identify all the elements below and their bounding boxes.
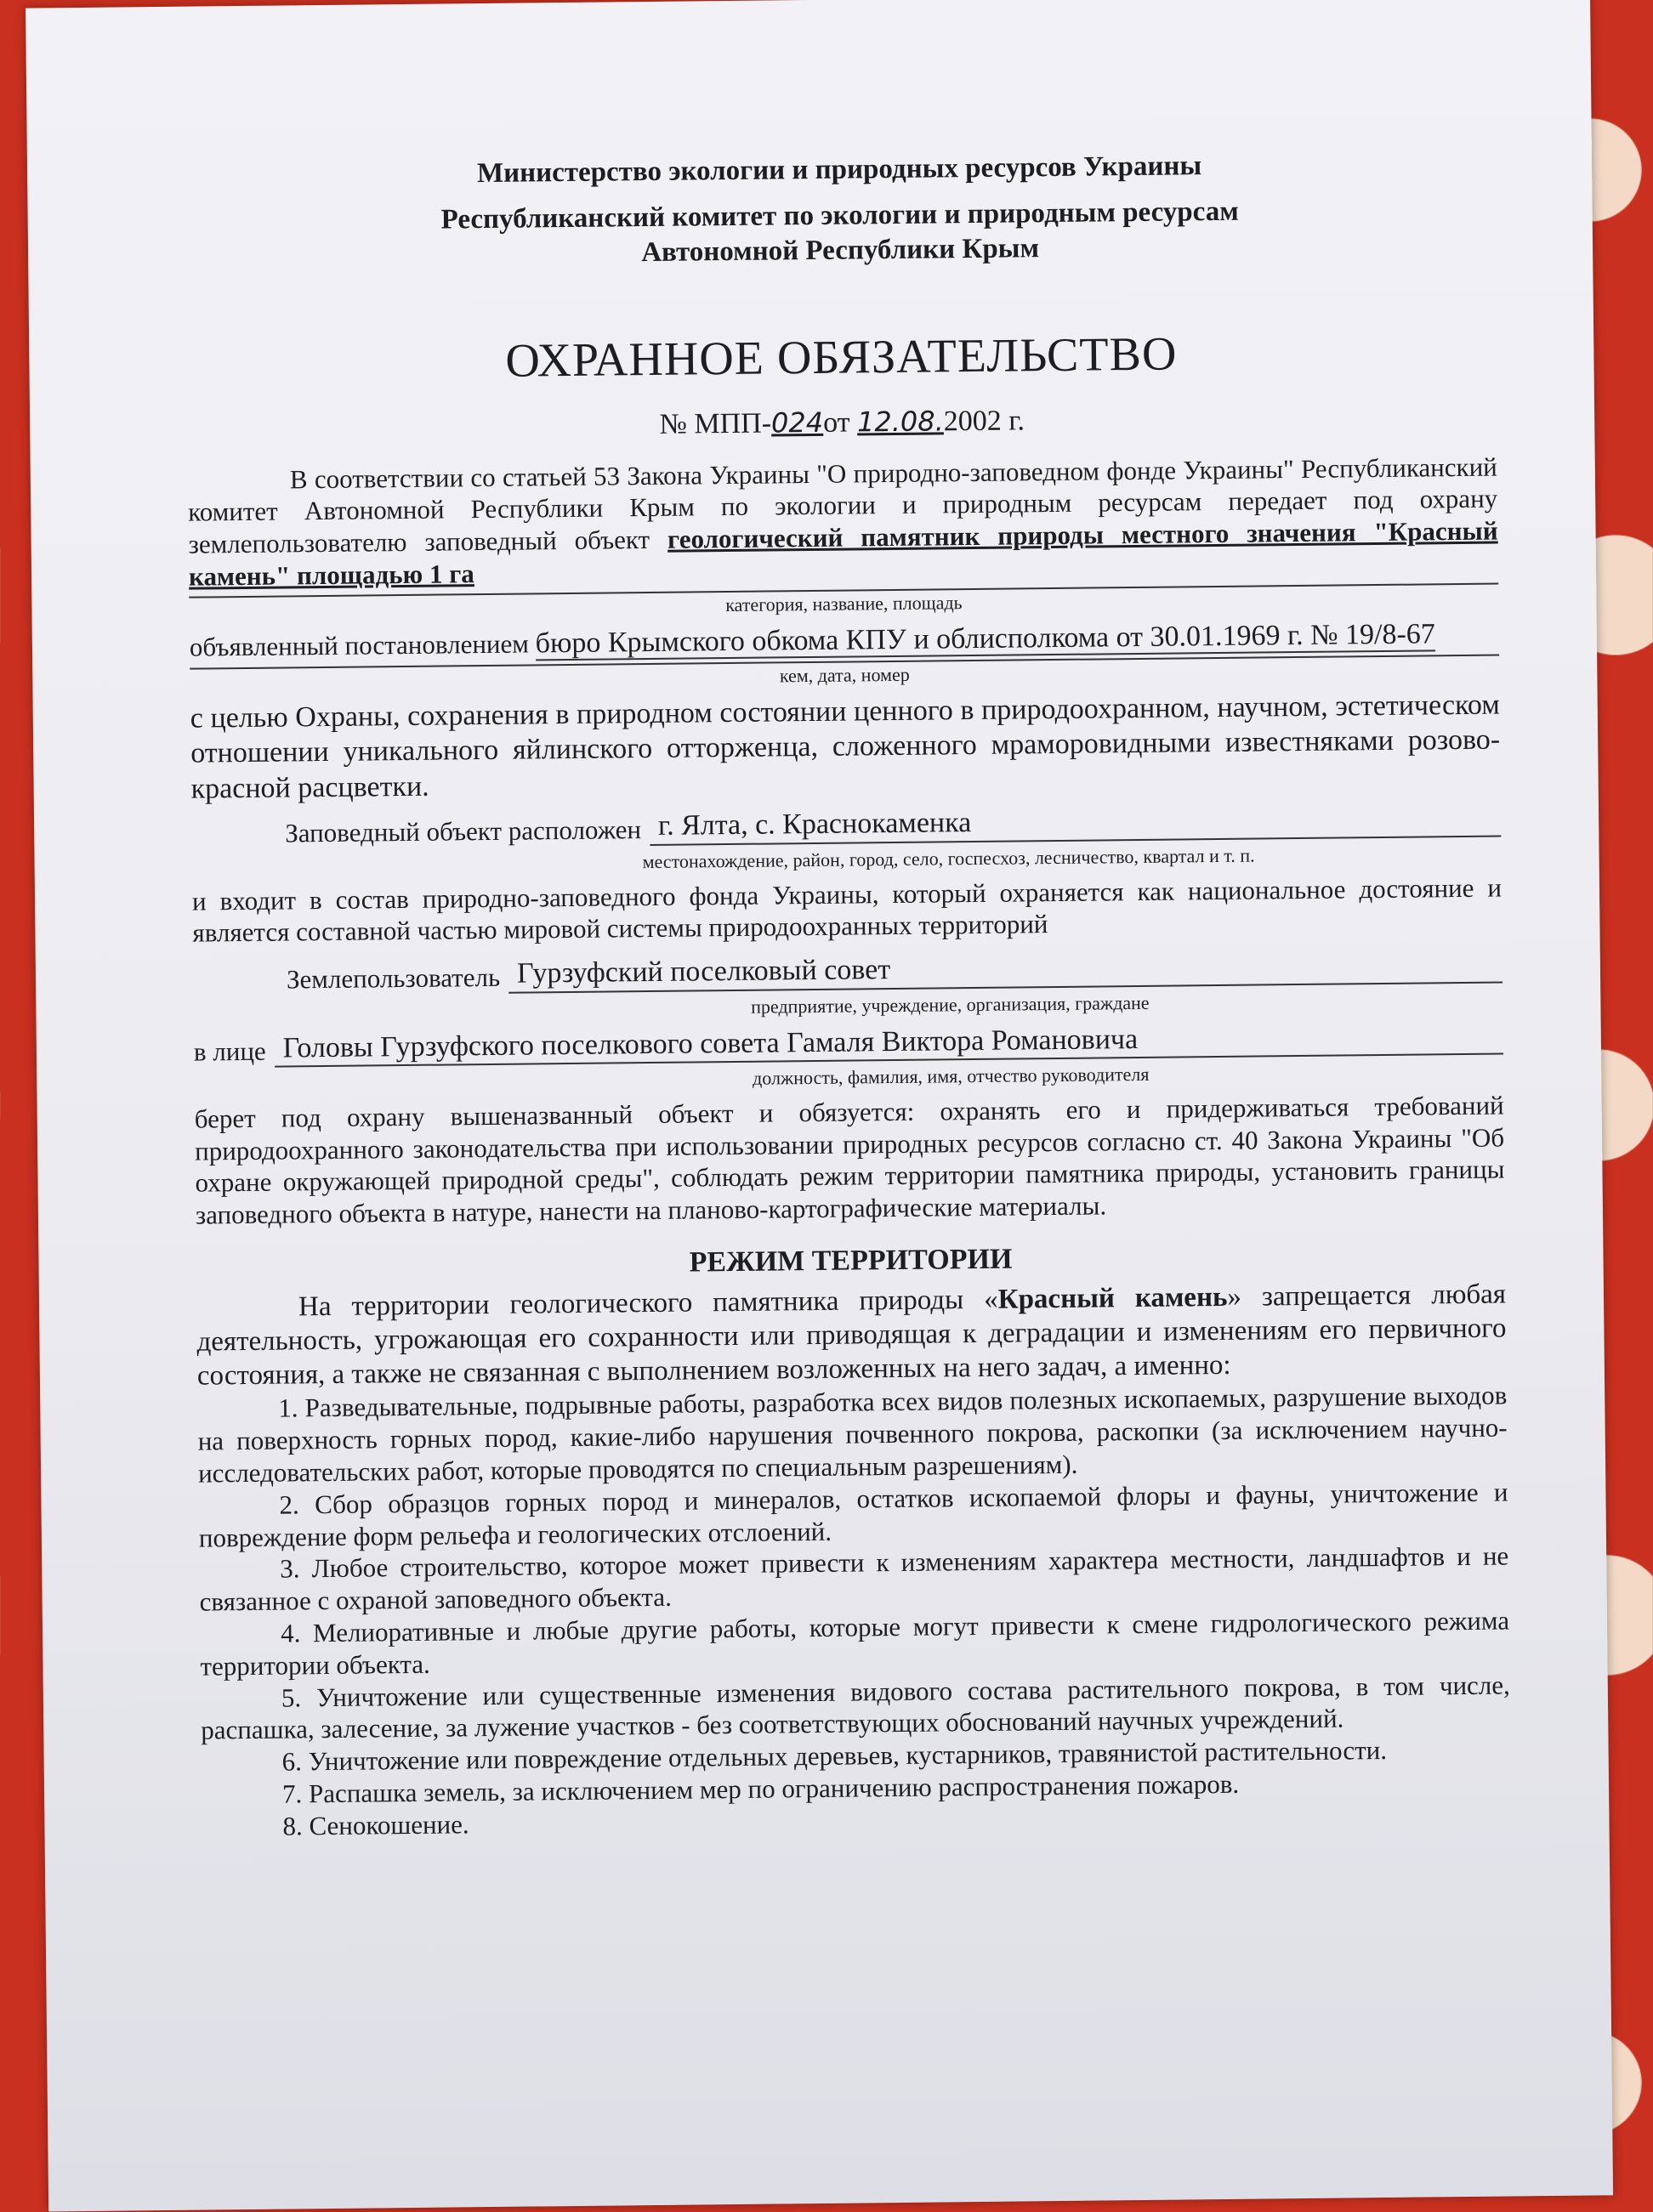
docnum-number: 024 <box>770 406 824 440</box>
regime-intro-a: На территории геологического памятника природы « <box>298 1284 998 1322</box>
docnum-prefix: № МПП- <box>659 407 772 440</box>
list-item: 3. Любое строительство, которое может привести к изменениям характера местности, ландшафтов и не связанное с охраной заповедного объекта. <box>199 1540 1509 1617</box>
document-number <box>187 399 1497 448</box>
committee-header-line2: Автономной Республики Крым <box>641 232 1040 268</box>
document-sheet <box>26 0 1613 2211</box>
regime-intro-b: » запрещается любая деятельность, угрожающая его сохранности или приводящая к деградации и изменениям его первичного состояния, а также не связанная с выполнением возложенных на него задач, а именно: <box>196 1279 1507 1392</box>
regime-intro <box>196 1277 1507 1393</box>
list-item: 1. Разведывательные, подрывные работы, разработка всех видов полезных ископаемых, разрушение выходов на поверхность горных пород, какие-либо нарушения почвенного покрова, раскопки (за исключением научно-исследовательских работ, которые проводятся по специальным разрешениям). <box>197 1380 1508 1489</box>
fund-paragraph: и входит в состав природно-заповедного фонда Украины, который охраняется как национальное достояние и является составной частью мировой системы природоохранных территорий <box>191 872 1502 949</box>
list-item: 5. Уничтожение или существенные изменения видового состава растительного покрова, в том числе, распашка, залесение, за лужение участков - без соответствующих обоснований научных учреждений. <box>201 1670 1510 1746</box>
list-item: 6. Уничтожение или повреждение отдельных деревьев, кустарников, травянистой растительности. <box>281 1735 1388 1777</box>
declared-caption: кем, дата, номер <box>190 655 1499 695</box>
docnum-from: от <box>822 406 850 439</box>
user-caption: предприятие, учреждение, организация, граждане <box>751 991 1150 1018</box>
document-body <box>185 146 1512 1844</box>
list-item: 2. Сбор образцов горных пород и минералов, остатков ископаемой флоры и фауны, уничтожение и повреждение форм рельефа и геологических отслоений. <box>198 1477 1508 1553</box>
location-caption: местонахождение, район, город, село, госпесхоз, лесничество, квартал и т. п. <box>642 844 1255 872</box>
docnum-date: 12.08. <box>856 405 945 439</box>
list-item: 8. Сенокошение. <box>282 1809 469 1841</box>
user-value: Гурзуфский поселковый совет <box>508 946 1502 994</box>
declared-value: бюро Крымского обкома КПУ и облисполкома от 30.01.1969 г. № 19/8-67 <box>535 617 1436 660</box>
obligation-paragraph: берет под охрану вышеназванный объект и обязуется: охранять его и придерживаться требований природоохранного законодательства при использовании природных ресурсов согласно ст. 40 Закона Украины "Об охране окружающей природной среды", соблюдать режим территории памятника природы, установить границы заповедного объекта в натуре, нанести на планово-картографические материалы. <box>194 1090 1505 1230</box>
committee-header-line1: Республиканский комитет по экологии и природным ресурсам <box>440 196 1239 235</box>
person-caption: должность, фамилия, имя, отчество руководителя <box>752 1063 1150 1089</box>
ministry-header: Министерство экологии и природных ресурсов Украины <box>476 150 1202 190</box>
list-item: 4. Мелиоративные и любые другие работы, которые могут привести к смене гидрологического режима территории объекта. <box>200 1605 1510 1682</box>
user-label: Землепользователь <box>286 961 501 995</box>
regime-intro-name: Красный камень <box>997 1281 1228 1315</box>
object-caption: категория, название, площадь <box>189 582 1498 622</box>
location-value: г. Ялта, с. Краснокаменка <box>650 800 1502 846</box>
declared-label: объявленный постановлением <box>189 628 530 662</box>
list-item: 7. Распашка земель, за исключением мер по ограничению распространения пожаров. <box>281 1768 1240 1809</box>
purpose-paragraph: с целью Охраны, сохранения в природном состоянии ценного в природоохранном, научном, эстетическом отношении уникального яйлинского отторженца, сложенного мраморовидными известняками розово-красной расцветки. <box>190 689 1501 805</box>
intro-paragraph <box>188 451 1498 593</box>
document-title: ОХРАННОЕ ОБЯЗАТЕЛЬСТВО <box>505 327 1178 388</box>
person-value: Головы Гурзуфского поселкового совета Гамаля Виктора Романовича <box>274 1018 1503 1068</box>
regime-heading: РЕЖИМ ТЕРРИТОРИИ <box>689 1243 1013 1279</box>
intro-text: В соответствии со статьей 53 Закона Украины "О природно-заповедном фонде Украины" Республиканский комитет Автономной Республики Крым по экологии и природным ресурсам передает под охрану землепользователю заповедный объект <box>188 451 1498 559</box>
protected-object: геологический памятник природы местного значения "Красный камень" площадью 1 га <box>188 515 1498 592</box>
docnum-year: 2002 г. <box>943 405 1025 438</box>
person-label: в лице <box>193 1035 266 1067</box>
location-label: Заповедный объект расположен <box>285 814 642 848</box>
